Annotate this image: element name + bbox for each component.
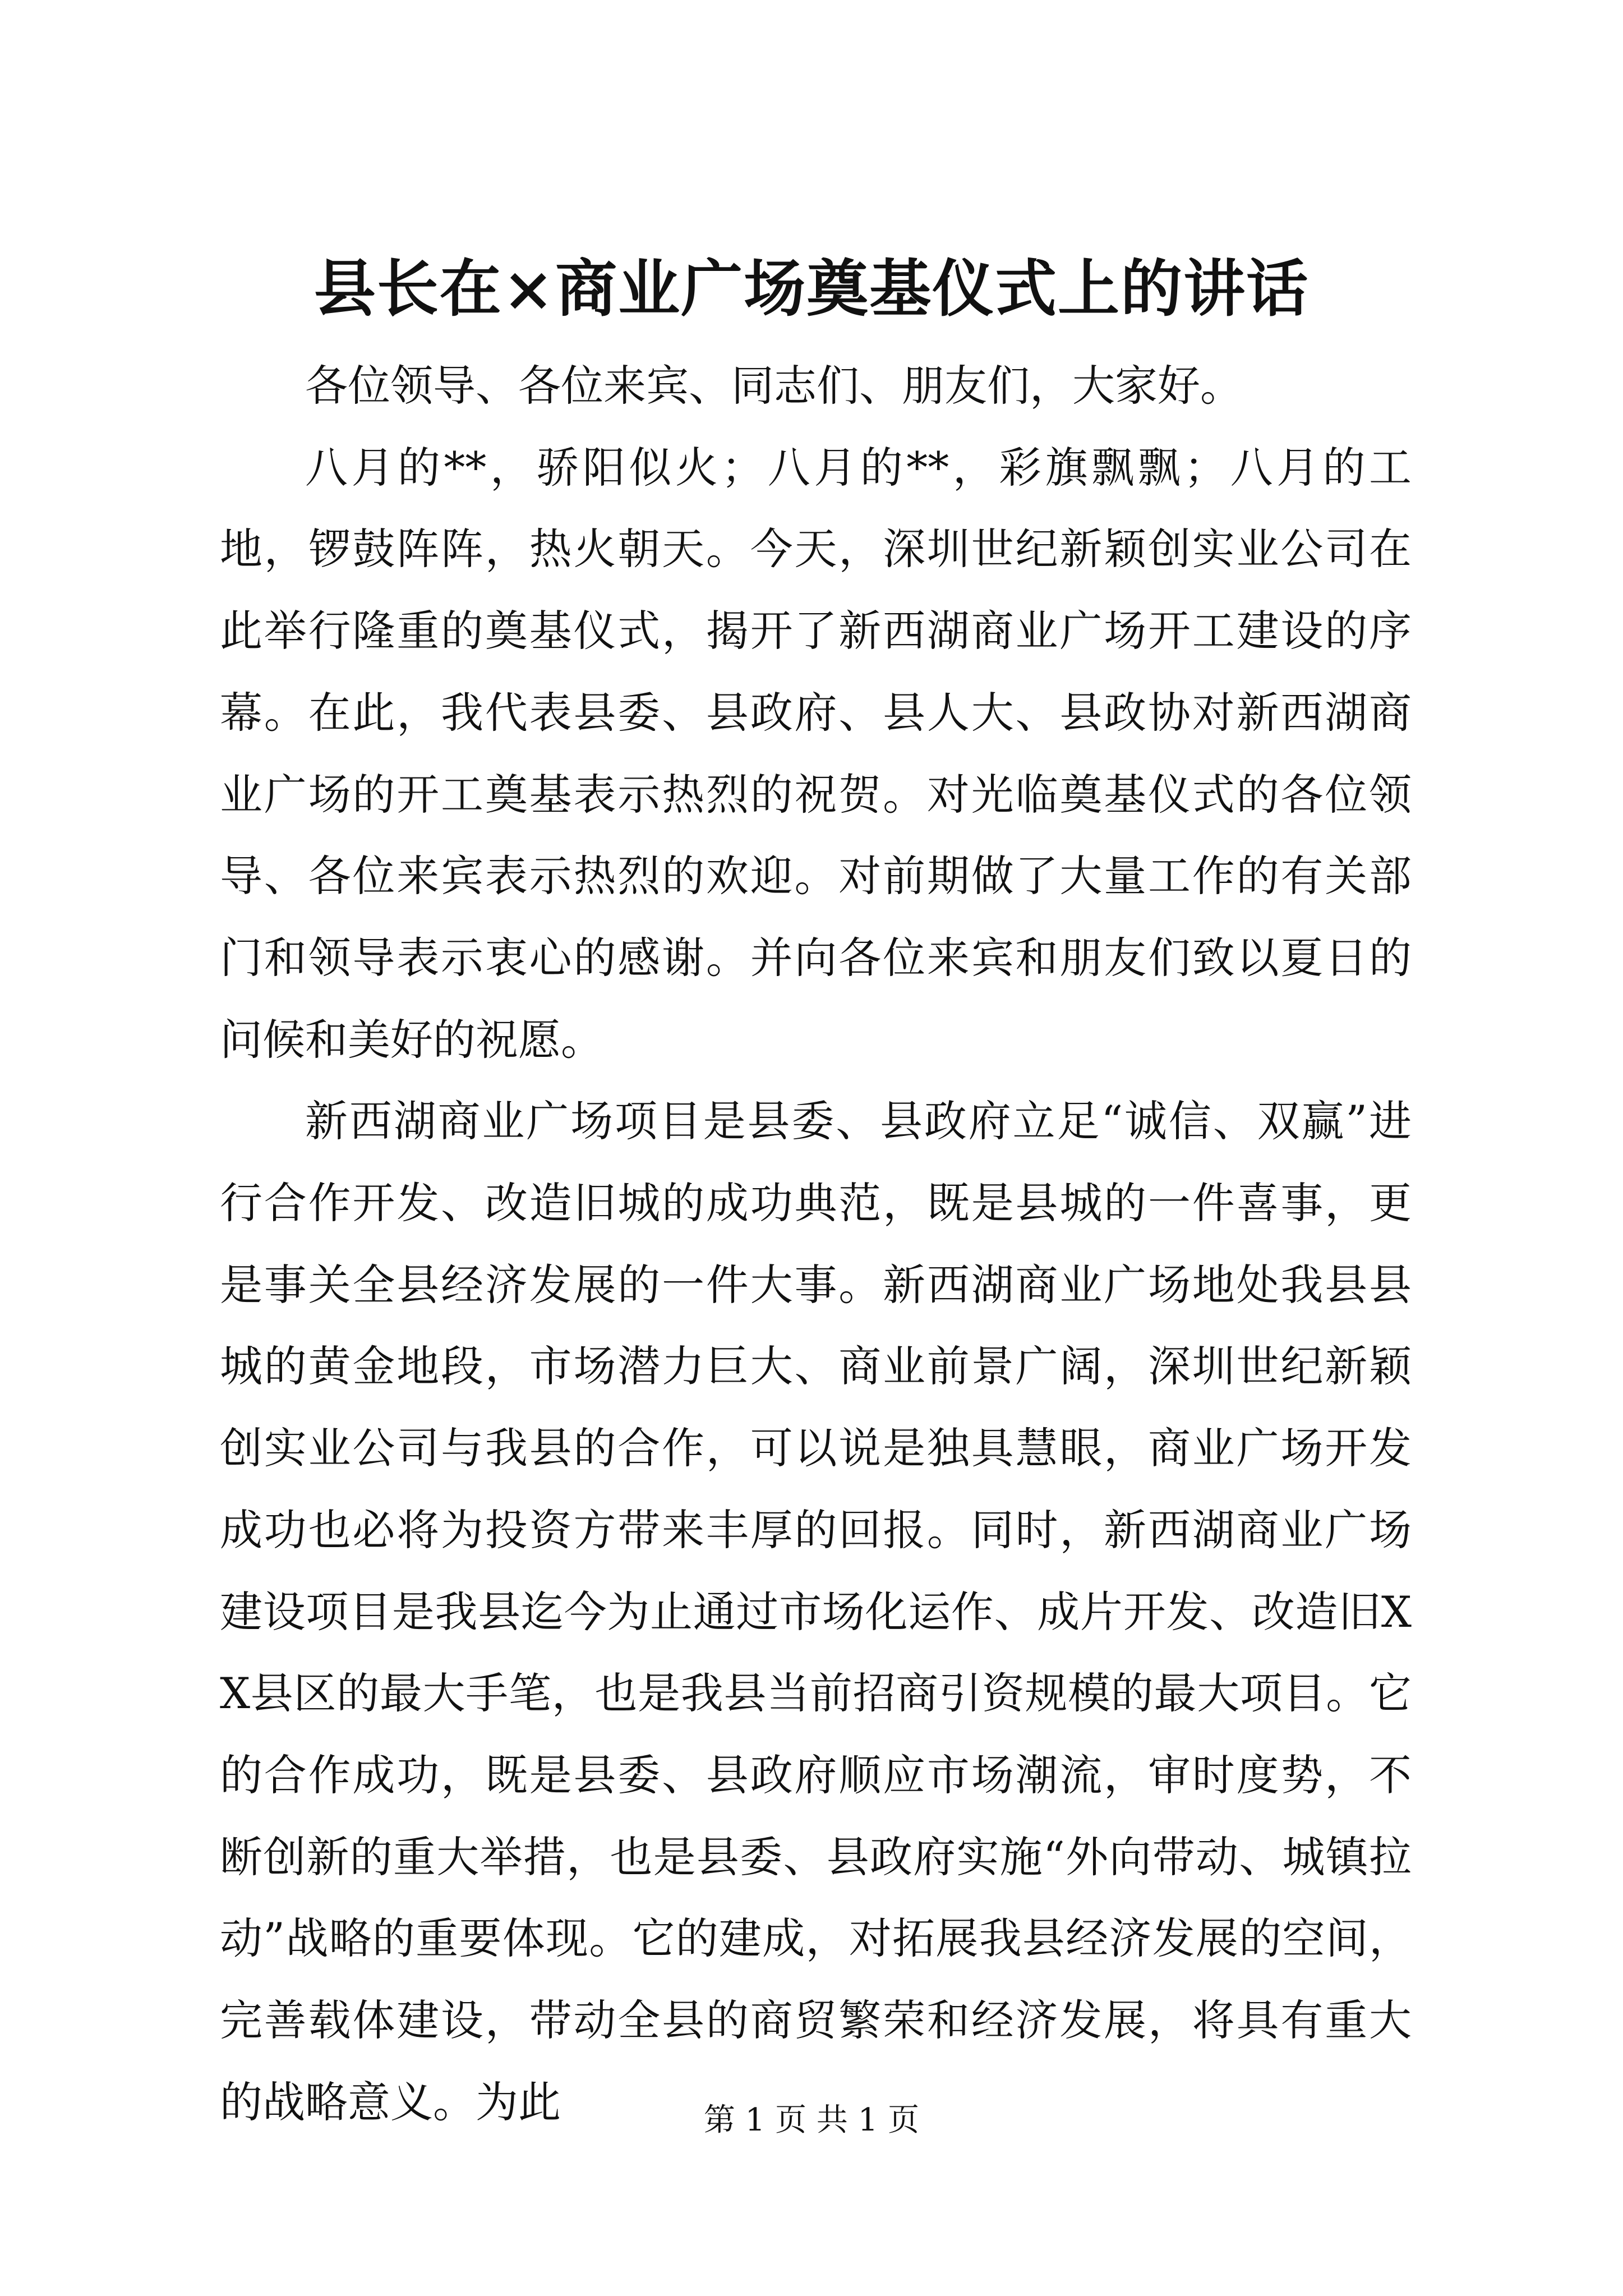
document-title: 县长在×商业广场奠基仪式上的讲话 <box>313 252 1310 325</box>
body-paragraph-2: 新西湖商业广场项目是县委、县政府立足“诚信、双赢”进行合作开发、改造旧城的成功典范，既是县城的一件喜事，更是事关全县经济发展的一件大事。新西湖商业广场地处我县县城的黄金地段，市场潜力巨大、商业前景广阔，深圳世纪新颖创实业公司与我县的合作，可以说是独具慧眼，商业广场开发成功也必将为投资方带来丰厚的回报。同时，新西湖商业广场建设项目是我县迄今为止通过市场化运作、成片开发、改造旧XX县区的最大手笔，也是我县当前招商引资规模的最大项目。它的合作成功，既是县委、县政府顺应市场潮流，审时度势，不断创新的重大举措，也是县委、县政府实施“外向带动、城镇拉动”战略的重要体现。它的建成，对拓展我县经济发展的空间，完善载体建设，带动全县的商贸繁荣和经济发展，将具有重大的战略意义。为此 <box>220 1096 1412 2127</box>
greeting-paragraph: 各位领导、各位来宾、同志们、朋友们，大家好。 <box>305 361 1243 411</box>
page-footer: 第 1 页 共 1 页 <box>703 2102 920 2138</box>
body-paragraph-1: 八月的**，骄阳似火；八月的**，彩旗飘飘；八月的工地，锣鼓阵阵，热火朝天。今天，深圳世纪新颖创实业公司在此举行隆重的奠基仪式，揭开了新西湖商业广场开工建设的序幕。在此，我代表县委、县政府、县人大、县政协对新西湖商业广场的开工奠基表示热烈的祝贺。对光临奠基仪式的各位领导、各位来宾表示热烈的欢迎。对前期做了大量工作的有关部门和领导表示衷心的感谢。并向各位来宾和朋友们致以夏日的问候和美好的祝愿。 <box>220 442 1412 1065</box>
document-body <box>220 345 1412 2143</box>
